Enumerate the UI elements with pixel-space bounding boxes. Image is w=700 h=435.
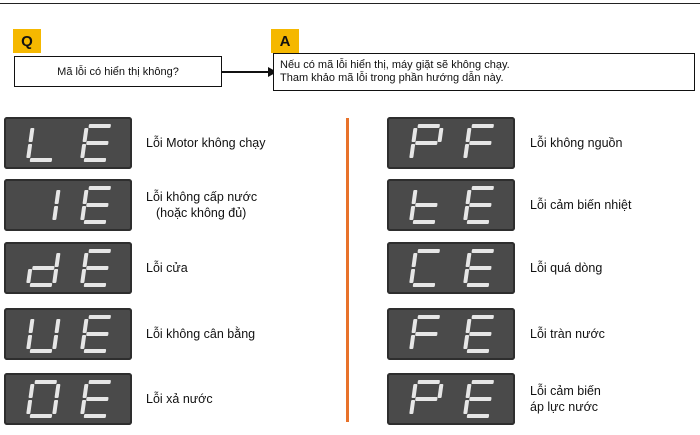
segment-g [86, 266, 109, 270]
error-code-display [387, 117, 515, 169]
segment-c [52, 206, 58, 220]
error-description-line: Lỗi không cân bằng [146, 327, 256, 341]
segment-e [409, 206, 415, 220]
segment-e [80, 206, 86, 220]
error-row-right [387, 117, 687, 171]
error-row-right [387, 179, 687, 233]
segment-a [88, 380, 111, 384]
segment-a [471, 186, 494, 190]
segment-b [54, 253, 60, 267]
segment-e [463, 400, 469, 414]
segment-f [411, 319, 417, 333]
segment-d [30, 158, 53, 162]
segment-d [84, 158, 107, 162]
column-divider [346, 118, 349, 422]
segment-f [465, 190, 471, 204]
segment-d [413, 220, 436, 224]
segment-a [34, 380, 57, 384]
error-description-line: Lỗi xả nước [146, 392, 213, 406]
error-description-line: Lỗi cảm biến nhiệt [530, 198, 632, 212]
segment-c [52, 335, 58, 349]
answer-box [273, 53, 695, 91]
segment-d [467, 414, 490, 418]
segment-e [463, 269, 469, 283]
error-code-display [4, 117, 132, 169]
arrow-line [222, 71, 272, 73]
segment-d [30, 283, 53, 287]
segment-g [86, 203, 109, 207]
segment-f [82, 190, 88, 204]
segment-a [471, 124, 494, 128]
segment-a [417, 380, 440, 384]
error-description-line: Lỗi Motor không chạy [146, 136, 266, 150]
segment-f [28, 384, 34, 398]
question-badge: Q [13, 29, 41, 53]
segment-e [26, 400, 32, 414]
segment-f [82, 384, 88, 398]
segment-g [469, 203, 492, 207]
error-row-left [4, 242, 304, 296]
error-code-display [387, 179, 515, 231]
error-row-right [387, 373, 687, 427]
error-description [146, 391, 213, 407]
segment-e [26, 335, 32, 349]
error-description [530, 260, 602, 276]
error-description [146, 326, 255, 342]
error-code-display [4, 308, 132, 360]
error-code-display [4, 242, 132, 294]
segment-d [30, 414, 53, 418]
segment-d [467, 283, 490, 287]
top-rule [0, 3, 700, 4]
segment-f [465, 128, 471, 142]
segment-f [465, 253, 471, 267]
segment-e [26, 144, 32, 158]
segment-f [82, 253, 88, 267]
question-box [14, 56, 222, 87]
segment-c [52, 400, 58, 414]
error-description-line: Lỗi cảm biến [530, 384, 601, 398]
segment-a [88, 124, 111, 128]
segment-e [463, 206, 469, 220]
segment-e [26, 269, 32, 283]
segment-g [469, 141, 492, 145]
segment-d [467, 220, 490, 224]
segment-e [409, 335, 415, 349]
segment-d [84, 414, 107, 418]
error-description-line: Lỗi không cấp nước [146, 190, 258, 204]
segment-d [84, 349, 107, 353]
error-row-left [4, 179, 304, 233]
error-description-line: Lỗi tràn nước [530, 327, 605, 341]
segment-a [417, 124, 440, 128]
error-description [530, 197, 631, 213]
segment-a [471, 380, 494, 384]
segment-a [88, 315, 111, 319]
segment-f [28, 128, 34, 142]
segment-a [88, 186, 111, 190]
answer-line-2: Tham khảo mã lỗi trong phần hướng dẫn này. [280, 72, 504, 84]
error-row-right [387, 308, 687, 362]
segment-a [471, 315, 494, 319]
segment-f [82, 128, 88, 142]
segment-e [80, 335, 86, 349]
segment-e [409, 144, 415, 158]
segment-d [84, 220, 107, 224]
error-description [530, 135, 622, 151]
segment-f [411, 190, 417, 204]
error-description [530, 383, 601, 415]
segment-f [465, 319, 471, 333]
segment-g [415, 332, 438, 336]
segment-c [52, 269, 58, 283]
segment-f [411, 384, 417, 398]
segment-b [437, 384, 443, 398]
error-code-display [4, 179, 132, 231]
segment-d [467, 349, 490, 353]
error-description-line: Lỗi quá dòng [530, 261, 603, 275]
error-description [530, 326, 605, 342]
question-text: Mã lỗi có hiển thị không? [57, 66, 179, 78]
segment-f [411, 253, 417, 267]
error-code-display [4, 373, 132, 425]
error-code-display [387, 308, 515, 360]
segment-g [469, 332, 492, 336]
segment-d [30, 349, 53, 353]
segment-b [437, 128, 443, 142]
segment-g [415, 141, 438, 145]
segment-a [471, 249, 494, 253]
segment-a [417, 249, 440, 253]
segment-f [82, 319, 88, 333]
segment-f [465, 384, 471, 398]
error-code-display [387, 373, 515, 425]
segment-g [469, 266, 492, 270]
segment-e [409, 269, 415, 283]
answer-badge: A [271, 29, 299, 53]
segment-g [32, 266, 55, 270]
error-code-display [387, 242, 515, 294]
segment-e [409, 400, 415, 414]
error-description [146, 135, 266, 151]
error-description [146, 260, 188, 276]
segment-e [80, 144, 86, 158]
error-description-line: Lỗi cửa [146, 261, 188, 275]
segment-g [415, 203, 438, 207]
error-row-left [4, 308, 304, 362]
segment-b [54, 190, 60, 204]
segment-g [86, 141, 109, 145]
segment-b [54, 384, 60, 398]
error-row-left [4, 373, 304, 427]
segment-b [54, 319, 60, 333]
error-description-line: Lỗi không nguồn [530, 136, 623, 150]
segment-g [469, 397, 492, 401]
segment-f [28, 319, 34, 333]
segment-d [413, 283, 436, 287]
segment-g [415, 397, 438, 401]
error-row-left [4, 117, 304, 171]
segment-f [411, 128, 417, 142]
segment-d [84, 283, 107, 287]
segment-a [417, 315, 440, 319]
segment-e [80, 400, 86, 414]
segment-g [86, 332, 109, 336]
answer-line-1: Nếu có mã lỗi hiển thị, máy giặt sẽ không chạy. [280, 59, 510, 71]
segment-a [88, 249, 111, 253]
segment-e [80, 269, 86, 283]
segment-g [86, 397, 109, 401]
error-description [146, 189, 257, 221]
segment-e [463, 335, 469, 349]
error-description-line: (hoặc không đủ) [156, 206, 247, 220]
error-row-right [387, 242, 687, 296]
segment-e [463, 144, 469, 158]
error-description-line: áp lực nước [530, 400, 599, 414]
